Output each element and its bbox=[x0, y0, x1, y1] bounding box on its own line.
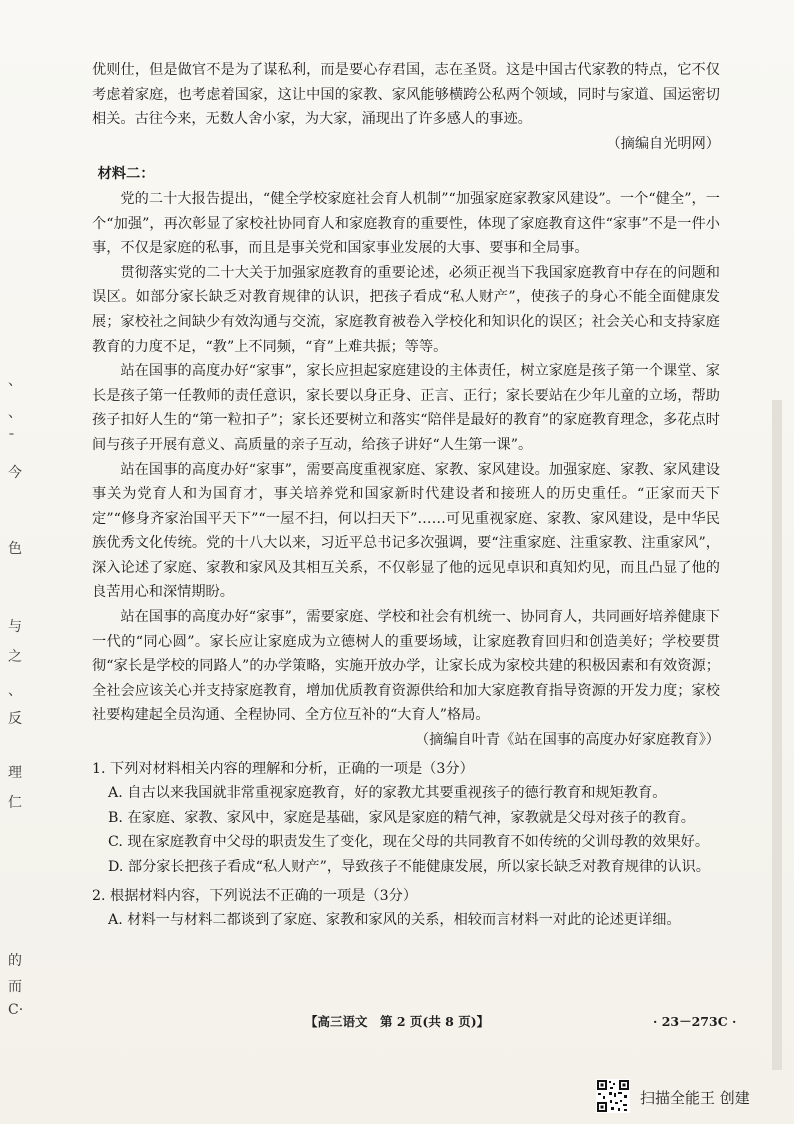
margin-fragment: 理 bbox=[8, 765, 22, 781]
question-1-option-c: C. 现在家庭教育中父母的职责发生了变化，现在父母的共同教育不如传统的父训母教的效果好。 bbox=[108, 834, 710, 851]
question-2-stem: 2. 根据材料内容，下列说法不正确的一项是（3分） bbox=[92, 887, 418, 904]
page-footer bbox=[0, 1012, 794, 1032]
material-two-paragraph-2: 贯彻落实党的二十大关于加强家庭教育的重要论述，必须正视当下我国家庭教育中存在的问题和误区。如部分家长缺乏对教育规律的认识，把孩子看成“私人财产”，使孩子的身心不能全面健康发展；家校社之间缺少有效沟通与交流，家庭教育被卷入学校化和知识化的误区；社会关心和支持家庭教育的力度不足，“教”上不同频，“育”上难共振；等等。 bbox=[92, 264, 720, 355]
material-one-paragraph-end: 优则仕，但是做官不是为了谋私利，而是要心存君国，志在圣贤。这是中国古代家教的特点，它不仅考虑着家庭，也考虑着国家，这让中国的家教、家风能够横跨公私两个领域，同时与家道、国运密切相关。古往今来，无数人舍小家，为大家，涌现出了许多感人的事迹。 bbox=[92, 62, 720, 128]
question-1-option-a: A. 自古以来我国就非常重视家庭教育，好的家教尤其要重视孩子的德行教育和规矩教育。 bbox=[108, 785, 667, 802]
footer-page-label: 【高三语文 第 2 页(共 8 页)】 bbox=[305, 1014, 490, 1029]
scanner-watermark bbox=[596, 1079, 786, 1115]
margin-fragment: 与 bbox=[8, 619, 22, 635]
qr-code-icon bbox=[596, 1079, 630, 1113]
scan-edge-shadow bbox=[772, 400, 782, 1070]
material-two-paragraph-1: 党的二十大报告提出，“健全学校家庭社会育人机制”“加强家庭家教家风建设”。一个“健全”，一个“加强”，再次彰显了家校社协同育人和家庭教育的重要性，体现了家庭教育这件“家事”不是一件小事，不仅是家庭的私事，而且是事关党和国家事业发展的大事、要事和全局事。 bbox=[92, 190, 720, 257]
question-2-option-a: A. 材料一与材料二都谈到了家庭、家教和家风的关系，相较而言材料一对此的论述更详细。 bbox=[108, 912, 681, 929]
margin-fragment: 、 bbox=[8, 373, 22, 389]
margin-fragment: 、 bbox=[8, 405, 22, 421]
scanner-watermark-text: 扫描全能王 创建 bbox=[640, 1089, 750, 1107]
question-1-option-d: D. 部分家长把孩子看成“私人财产”，导致孩子不能健康发展，所以家长缺乏对教育规律的认识。 bbox=[108, 859, 710, 875]
margin-fragment: 色 bbox=[8, 541, 22, 557]
margin-fragment: 仁 bbox=[8, 795, 22, 811]
material-two-paragraph-5: 站在国事的高度办好“家事”，需要家庭、学校和社会有机统一、协同育人，共同画好培养健康下一代的“同心圆”。家长应让家庭成为立德树人的重要场域，让家庭教育回归和创造美好；学校要贯彻“家长是学校的同路人”的办学策略，实施开放办学，让家长成为家校共建的积极因素和有效资源；全社会应该关心并支持家庭教育，增加优质教育资源供给和加大家庭教育指导资源的开发力度；家校社要构建起全员沟通、全程协同、全方位互补的“大育人”格局。 bbox=[92, 609, 720, 724]
material-two-source: （摘编自叶青《站在国事的高度办好家庭教育》） bbox=[414, 732, 720, 749]
material-one-source: （摘编自光明网） bbox=[606, 135, 720, 152]
margin-fragment: 的 bbox=[8, 953, 22, 969]
question-1-stem: 1. 下列对材料相关内容的理解和分析，正确的一项是（3分） bbox=[92, 760, 474, 777]
margin-fragment: 而 bbox=[8, 979, 22, 995]
margin-fragment: 之 bbox=[8, 649, 22, 665]
margin-fragment: 、 bbox=[8, 683, 22, 699]
question-1-option-b: B. 在家庭、家教、家风中，家庭是基础，家风是家庭的精气神，家教就是父母对孩子的教育。 bbox=[108, 809, 695, 826]
margin-fragment: ˉ bbox=[8, 432, 15, 448]
material-two-heading: 材料二： bbox=[97, 166, 155, 183]
material-two-paragraph-4: 站在国事的高度办好“家事”，需要高度重视家庭、家教、家风建设。加强家庭、家教、家风建设事关为党育人和为国育才，事关培养党和国家新时代建设者和接班人的历史重任。“正家而天下定”“修身齐家治国平天下”“一屋不扫，何以扫天下”……可见重视家庭、家教、家风建设，是中华民族优秀文化传统。党的十八大以来，习近平总书记多次强调，要“注重家庭、注重家教、注重家风”，深入论述了家庭、家教和家风及其相互关系，不仅彰显了他的远见卓识和真知灼见，而且凸显了他的良苦用心和深情期盼。 bbox=[92, 461, 720, 601]
margin-fragment: 今 bbox=[8, 465, 22, 481]
footer-code: · 23－273C · bbox=[653, 1014, 737, 1029]
margin-fragment: 反 bbox=[8, 711, 22, 727]
left-margin-bleed-text bbox=[8, 370, 48, 1030]
material-two-paragraph-3: 站在国事的高度办好“家事”，家长应担起家庭建设的主体责任，树立家庭是孩子第一个课堂、家长是孩子第一任教师的责任意识，家长要以身正身、正言、正行；家长要站在少年儿童的立场，帮助孩子扣好人生的“第一粒扣子”；家长还要树立和落实“陪伴是最好的教育”的家庭教育理念，多花点时间与孩子开展有意义、高质量的亲子互动，给孩子讲好“人生第一课”。 bbox=[92, 363, 720, 453]
margin-fragment: C· bbox=[8, 1002, 24, 1018]
page-content bbox=[92, 58, 720, 933]
